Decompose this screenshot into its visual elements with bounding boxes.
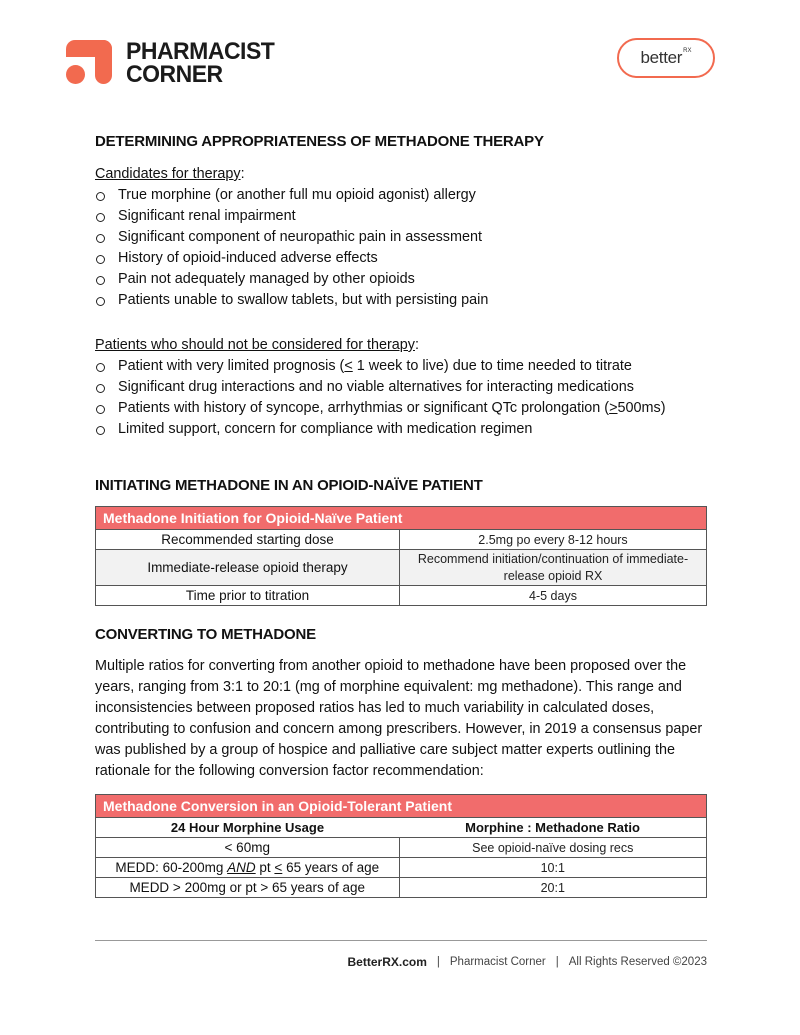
list-item: Pain not adequately managed by other opioids [95,269,707,290]
section2-title: INITIATING METHADONE IN AN OPIOID-NAÏVE PATIENT [95,477,483,494]
list-item: Significant drug interactions and no viable alternatives for interacting medications [95,377,707,398]
conversion-paragraph: Multiple ratios for converting from another opioid to methadone have been proposed over the years, ranging from 3:1 to 20:1 (mg of morphine equivalent: mg methadone). This range and inconsistencies between proposed ratios has led to much variability in calculated doses, contributing to confusion and concern among prescribers. However, in 2019 a consensus paper was published by a group of hospice and palliative care subject matter experts outlining the rationale for the following conversion factor recommendation: [95,658,703,779]
candidates-list [95,185,707,311]
column-header: 24 Hour Morphine Usage [96,818,400,838]
footer-label: Pharmacist Corner [449,956,546,968]
excluded-list [95,356,707,440]
footer-separator: | [555,956,559,968]
list-item: History of opioid-induced adverse effects [95,248,707,269]
table-row: MEDD > 200mg or pt > 65 years of age 20:1 [96,878,707,898]
pharmacist-corner-logo [66,38,274,86]
list-item: Patients unable to swallow tablets, but with persisting pain [95,290,707,311]
list-item: Limited support, concern for compliance with medication regimen [95,419,707,440]
initiation-table-title: Methadone Initiation for Opioid-Naïve Patient [96,507,707,530]
document-body [95,133,707,898]
list-item: Significant component of neuropathic pain in assessment [95,227,707,248]
list-item: Patient with very limited prognosis (< 1 week to live) due to time needed to titrate [95,356,707,377]
betterrx-logo-word: better [640,48,683,67]
logo-line2: CORNER [126,59,223,88]
betterrx-logo-sup: RX [683,48,692,54]
footer-site-link[interactable]: BetterRX.com [347,955,427,969]
table-row: Time prior to titration 4-5 days [96,586,707,606]
logo-line1: PHARMACIST [126,36,275,65]
table-row: MEDD: 60-200mg AND pt < 65 years of age 10:1 [96,858,707,878]
table-row: Recommended starting dose 2.5mg po every 8-12 hours [96,530,707,550]
section3-title: CONVERTING TO METHADONE [95,626,316,643]
conversion-table [95,794,707,898]
section1-title: DETERMINING APPROPRIATENESS OF METHADONE THERAPY [95,133,544,150]
footer-divider [95,940,707,941]
initiation-table [95,506,707,606]
footer [348,955,707,969]
betterrx-logo [617,38,715,78]
candidates-label: Candidates for therapy [95,166,241,182]
conversion-table-title: Methadone Conversion in an Opioid-Tolerant Patient [96,795,707,818]
footer-separator: | [436,956,440,968]
list-item: Significant renal impairment [95,206,707,227]
footer-rights: All Rights Reserved ©2023 [568,956,707,968]
table-header-row [96,818,707,838]
excluded-heading: Patients who should not be considered for therapy: [95,337,419,353]
logo-text [126,36,275,88]
column-header: Morphine : Methadone Ratio [399,818,707,838]
table-row: Immediate-release opioid therapy Recommend initiation/continuation of immediate-release opioid RX [96,550,707,586]
excluded-label: Patients who should not be considered for therapy [95,337,415,353]
table-row: < 60mg See opioid-naïve dosing recs [96,838,707,858]
list-item: Patients with history of syncope, arrhythmias or significant QTc prolongation (>500ms) [95,398,707,419]
list-item: True morphine (or another full mu opioid agonist) allergy [95,185,707,206]
logo-mark-icon [66,38,112,86]
candidates-heading: Candidates for therapy: [95,166,245,182]
